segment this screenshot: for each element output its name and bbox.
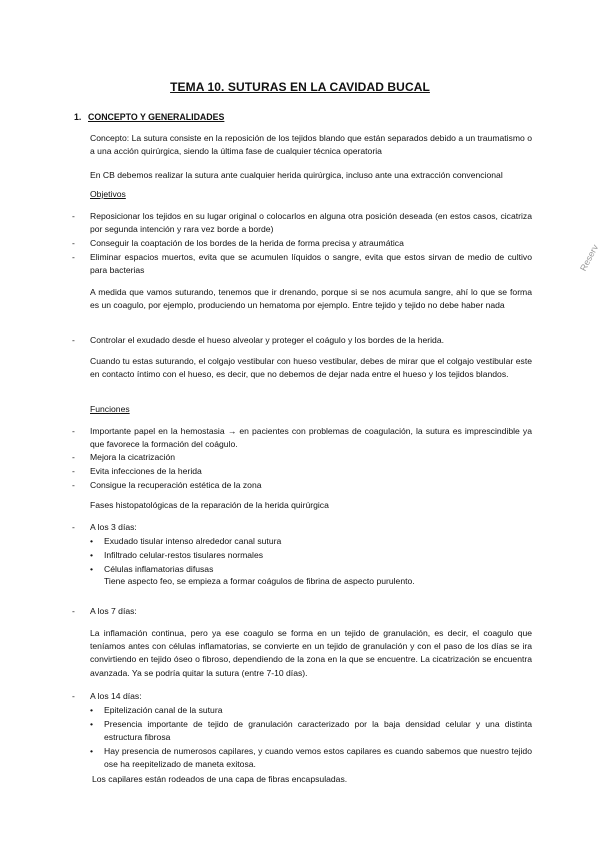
fases-heading: Fases histopatológicas de la reparación de la herida quirúrgica <box>90 500 329 510</box>
bullet-marker: • <box>90 719 94 729</box>
list-item-text: Evita infecciones de la herida <box>90 466 202 476</box>
list-item <box>72 210 532 236</box>
list-item <box>90 704 532 717</box>
list-item-text: Consigue la recuperación estética de la zona <box>90 480 262 490</box>
encb-paragraph: En CB debemos realizar la sutura ante cualquier herida quirúrgica, incluso ante una extracción convencional <box>90 170 503 180</box>
list-item-text: Epitelización canal de la sutura <box>104 705 223 715</box>
list-item <box>72 521 532 534</box>
dash-marker: - <box>72 606 75 616</box>
dash-marker: - <box>72 238 75 248</box>
list-item-text: Eliminar espacios muertos, evita que se acumulen líquidos o sangre, evita que estos sirvan de medio de cultivo para bacterias <box>90 252 532 276</box>
dash-marker: - <box>72 335 75 345</box>
list-item <box>72 451 532 464</box>
list-item-text: Conseguir la coaptación de los bordes de la herida de forma precisa y atraumática <box>90 238 404 248</box>
dash-marker: - <box>72 426 75 436</box>
dash-marker: - <box>72 691 75 701</box>
dash-marker: - <box>72 452 75 462</box>
section-title: CONCEPTO Y GENERALIDADES <box>88 112 225 122</box>
phase-label: A los 7 días: <box>90 606 137 616</box>
dias7-paragraph: La inflamación continua, pero ya ese coagulo se forma en un tejido de granulación, es decir, el coagulo que teníamos antes con células inflamatorias, se convierte en un tejido de granulación y con el paso de los días se ira convirtiendo en tejido óseo o fibroso, dependiendo de la zona en la que se encuentre. La cicatrización se encuentra avanzada. Ya se podría quitar la sutura (entre 7-10 días). <box>90 628 532 678</box>
dash-marker: - <box>72 211 75 221</box>
watermark-text: Reserv <box>578 242 600 273</box>
list-item <box>72 479 532 492</box>
list-item <box>72 605 532 618</box>
list-item <box>90 563 532 576</box>
list-item <box>90 535 532 548</box>
funciones-heading: Funciones <box>90 404 130 414</box>
bullet-marker: • <box>90 550 94 560</box>
dash-marker: - <box>72 466 75 476</box>
list-item <box>72 251 532 277</box>
list-item-text: Importante papel en la hemostasia → en pacientes con problemas de coagulación, la sutura es imprescindible ya que favorece la formación del coágulo. <box>90 426 532 450</box>
suturando-paragraph: A medida que vamos suturando, tenemos que ir drenando, porque si se nos acumula sangre, ahí lo que se forma es un coagulo, por ejemplo, produciendo un hematoma por ejemplo. Entre tejido y tejido no debe haber nada <box>90 287 532 311</box>
dash-marker: - <box>72 480 75 490</box>
list-item-text: Controlar el exudado desde el hueso alveolar y proteger el coágulo y los bordes de la herida. <box>90 335 445 345</box>
list-item <box>72 237 532 250</box>
dash-marker: - <box>72 522 75 532</box>
list-item-text: Exudado tisular intenso alrededor canal sutura <box>104 536 282 546</box>
bullet-marker: • <box>90 536 94 546</box>
dias3-note: Tiene aspecto feo, se empieza a formar coágulos de fibrina de aspecto purulento. <box>104 576 415 586</box>
section-heading <box>74 112 224 122</box>
list-item-text: Células inflamatorias difusas <box>104 564 214 574</box>
phase-label: A los 3 días: <box>90 522 137 532</box>
page-title: TEMA 10. SUTURAS EN LA CAVIDAD BUCAL <box>170 80 430 94</box>
section-number: 1. <box>74 112 82 122</box>
concepto-paragraph: Concepto: La sutura consiste en la reposición de los tejidos blando que están separados debido a un traumatismo o a una acción quirúrgica, siendo la última fase de cualquier técnica operatoria <box>90 133 532 157</box>
colgajo-paragraph: Cuando tu estas suturando, el colgajo vestibular con hueso vestibular, debes de mirar que el colgajo vestibular este en contacto íntimo con el hueso, es decir, que no debemos de dejar nada entre el hueso y los tejidos blandos. <box>90 356 532 380</box>
list-item <box>72 425 532 451</box>
phase-label: A los 14 días: <box>90 691 142 701</box>
objetivos-heading: Objetivos <box>90 189 126 199</box>
list-item-text: Hay presencia de numerosos capilares, y cuando vemos estos capilares es cuando sabemos que nuestro tejido ose ha reepitelizado de maneta exitosa. <box>104 746 532 770</box>
list-item <box>72 334 532 347</box>
list-item <box>90 718 532 744</box>
list-item-text: Reposicionar los tejidos en su lugar original o colocarlos en alguna otra posición deseada (en estos casos, cicatriza por segunda intención y rara vez borde a borde) <box>90 211 532 235</box>
bullet-marker: • <box>90 564 94 574</box>
list-item-text: Presencia importante de tejido de granulación caracterizado por la baja densidad celular y una distinta estructura fibrosa <box>104 719 532 743</box>
bullet-marker: • <box>90 705 94 715</box>
dash-marker: - <box>72 252 75 262</box>
list-item <box>72 465 532 478</box>
bullet-marker: • <box>90 746 94 756</box>
dias14-note: Los capilares están rodeados de una capa de fibras encapsuladas. <box>92 774 348 784</box>
list-item <box>72 690 532 703</box>
list-item-text: Infiltrado celular-restos tisulares normales <box>104 550 264 560</box>
list-item <box>90 549 532 562</box>
list-item <box>90 745 532 771</box>
list-item-text: Mejora la cicatrización <box>90 452 176 462</box>
